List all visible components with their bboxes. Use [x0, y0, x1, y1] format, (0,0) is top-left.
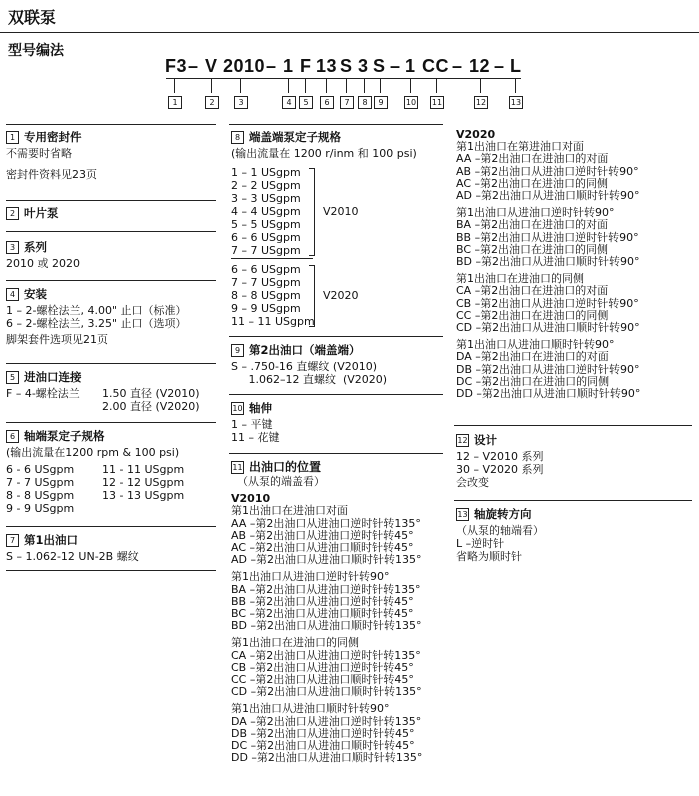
group-head: 第1出油口在进油口对面	[231, 504, 348, 518]
code-number-box: 10	[405, 98, 417, 107]
connector-line	[288, 79, 289, 93]
section-design	[456, 434, 544, 489]
section-outlet1	[6, 534, 139, 563]
connector-line	[364, 79, 365, 93]
connector-line	[436, 79, 437, 93]
list-item: DB –第2出油口从进油口逆时针转90°	[456, 362, 640, 376]
section-divider	[229, 394, 443, 395]
section-title: 第2出油口（端盖端）	[249, 343, 361, 357]
code-number-box: 13	[510, 98, 522, 107]
section-divider	[6, 200, 216, 201]
section-line: 会改变	[456, 476, 489, 489]
section-line: 1.062–12 直螺纹 (V2020)	[231, 373, 388, 386]
section-title: 设计	[474, 433, 497, 447]
list-item: BA –第2出油口从进油口逆时针转135°	[231, 582, 421, 596]
list-item: BC –第2出油口在进油口的同侧	[456, 242, 609, 256]
section-subtitle: (输出流量在1200 rpm & 100 psi)	[6, 446, 180, 459]
section-number: 1	[6, 131, 19, 144]
group-head: 第1出油口从进油口逆时针转90°	[456, 206, 615, 220]
page-title: 双联泵	[8, 8, 57, 27]
list-item: AB –第2出油口从进油口逆时针转45°	[231, 528, 414, 542]
section-number: 10	[232, 404, 243, 413]
section-line: S – 1.062-12 UN-2B 螺纹	[6, 550, 139, 563]
section-divider	[229, 453, 443, 454]
section-line: 6 – 6 USgpm	[231, 263, 301, 276]
section-inlet	[6, 371, 218, 413]
group-head: 第1出油口在进油口的同侧	[231, 636, 359, 650]
list-item: AA –第2出油口从进油口逆时针转135°	[231, 516, 421, 530]
list-item: BD –第2出油口从进油口顺时针转90°	[456, 255, 640, 269]
section-divider	[6, 124, 216, 125]
section-line: 3 – 3 USgpm	[231, 192, 301, 205]
group-divider	[231, 258, 313, 259]
code-number-box: 2	[205, 96, 219, 109]
section-title: 轴旋转方向	[474, 507, 532, 521]
code-part: –	[188, 56, 199, 76]
list-item: CA –第2出油口在进油口的对面	[456, 284, 609, 298]
list-item: DC –第2出油口在进油口的同侧	[456, 374, 610, 388]
section-outlet-position	[231, 461, 451, 764]
list-item: AC –第2出油口从进油口顺时针转45°	[231, 541, 414, 555]
code-number-box: 12	[475, 98, 487, 107]
code-number-box: 9	[374, 96, 388, 109]
section-line: 1 – 2-螺栓法兰, 4.00" 止口（标准）	[6, 304, 187, 317]
section-rotation	[456, 508, 544, 563]
section-line: 2.00 直径 (V2020)	[102, 400, 200, 413]
group-head: 第1出油口在进油口的同侧	[456, 272, 584, 286]
section-divider	[6, 231, 216, 232]
code-part: L	[510, 56, 522, 76]
section-divider	[229, 336, 443, 337]
section-divider	[6, 422, 216, 423]
code-part: V	[205, 56, 218, 76]
section-line: 2010 或 2020	[6, 257, 80, 270]
section-line	[6, 160, 218, 168]
section-title: 叶片泵	[24, 206, 59, 220]
section-line: 9 - 9 USgpm	[6, 502, 75, 515]
section-divider	[6, 363, 216, 364]
section-line: 6 – 6 USgpm	[231, 231, 301, 244]
code-number-box: 3	[234, 96, 248, 109]
section-number: 5	[6, 371, 19, 384]
code-part: –	[266, 56, 277, 76]
section-cover-cartridge	[231, 131, 443, 329]
group-label: V2020	[323, 289, 359, 302]
group-head: 第1出油口从进油口逆时针转90°	[231, 570, 390, 584]
section-number: 6	[6, 430, 19, 443]
connector-line	[515, 79, 516, 93]
list-item: CA –第2出油口从进油口逆时针转135°	[231, 648, 421, 662]
code-part: 3	[358, 56, 369, 76]
section-number: 2	[6, 207, 19, 220]
code-part: 13	[316, 56, 338, 76]
section-number: 4	[6, 288, 19, 301]
section-line: 7 – 7 USgpm	[231, 244, 301, 257]
bracket	[309, 168, 315, 256]
section-line: 13 - 13 USgpm	[102, 489, 185, 502]
title-divider	[0, 32, 699, 33]
section-vane-pump	[6, 207, 59, 220]
section-mounting	[6, 288, 187, 346]
model-code-title: 型号编法	[8, 43, 64, 59]
section-title: 进油口连接	[24, 370, 82, 384]
section-divider	[229, 124, 443, 125]
section-series	[6, 241, 80, 270]
code-part: 1	[405, 56, 416, 76]
code-part: S	[373, 56, 386, 76]
connector-line	[240, 79, 241, 93]
code-part: –	[390, 56, 401, 76]
code-part: F3	[165, 56, 188, 76]
connector-line	[346, 79, 347, 93]
section-line: 12 - 12 USgpm	[102, 476, 185, 489]
section-line: 9 – 9 USgpm	[231, 302, 301, 315]
list-item: BB –第2出油口从进油口逆时针转90°	[456, 230, 639, 244]
group-label: V2010	[323, 205, 359, 218]
section-line: 5 – 5 USgpm	[231, 218, 301, 231]
section-line: 6 - 6 USgpm	[6, 463, 75, 476]
list-item: CB –第2出油口从进油口逆时针转45°	[231, 660, 414, 674]
connector-line	[174, 79, 175, 93]
section-number: 3	[6, 241, 19, 254]
section-title: 系列	[24, 240, 47, 254]
code-number-box: 1	[168, 96, 182, 109]
section-line: 不需要时省略	[6, 147, 72, 160]
section-line: 6 – 2-螺栓法兰, 3.25" 止口（选项）	[6, 317, 187, 330]
section-title: 轴端泵定子规格	[24, 429, 105, 443]
list-item: BA –第2出油口在进油口的对面	[456, 218, 609, 232]
list-item: AA –第2出油口在进油口的对面	[456, 152, 609, 166]
section-number: 11	[232, 463, 243, 472]
section-line: 1 – 平键	[231, 418, 273, 431]
list-item: BB –第2出油口从进油口逆时针转45°	[231, 594, 414, 608]
code-number-box: 8	[358, 96, 372, 109]
list-item: CB –第2出油口从进油口逆时针转90°	[456, 296, 639, 310]
section-title: 专用密封件	[24, 130, 82, 144]
list-item: AB –第2出油口从进油口逆时针转90°	[456, 164, 639, 178]
code-part: S	[340, 56, 353, 76]
list-item: CC –第2出油口在进油口的同侧	[456, 308, 609, 322]
section-divider	[6, 570, 216, 571]
list-item: DC –第2出油口从进油口顺时针转45°	[231, 739, 415, 753]
code-number-box: 4	[282, 96, 296, 109]
section-divider	[6, 526, 216, 527]
list-item: DD –第2出油口从进油口顺时针转90°	[456, 387, 641, 401]
section-line: 7 - 7 USgpm	[6, 476, 75, 489]
section-subtitle: （从泵的端盖看）	[237, 475, 325, 488]
code-part: 1	[283, 56, 294, 76]
list-item: DA –第2出油口在进油口的对面	[456, 350, 609, 364]
group-head: 第1出油口从进油口顺时针转90°	[456, 338, 615, 352]
code-part: CC	[422, 56, 449, 76]
section-title: 安装	[24, 287, 47, 301]
section-v2020-positions	[456, 129, 692, 400]
list-item: CC –第2出油口从进油口顺时针转45°	[231, 673, 414, 687]
bracket	[309, 265, 315, 327]
code-number-box: 6	[320, 96, 334, 109]
section-line: 8 - 8 USgpm	[6, 489, 75, 502]
section-title: 第1出油口	[24, 533, 79, 547]
section-shaft-cartridge	[6, 430, 218, 517]
section-line: 11 - 11 USgpm	[102, 463, 185, 476]
code-underline	[166, 78, 521, 79]
code-part: F	[300, 56, 312, 76]
connector-line	[305, 79, 306, 93]
code-part: 2010	[223, 56, 266, 76]
section-subtitle: (输出流量在 1200 r/inm 和 100 psi)	[231, 147, 417, 160]
section-line: 脚架套件选项见21页	[6, 333, 108, 346]
section-number: 12	[457, 436, 468, 445]
code-part: –	[494, 56, 505, 76]
section-line: S – .750-16 直螺纹 (V2010)	[231, 360, 378, 373]
section-number: 13	[457, 510, 468, 519]
group-head: 第1出油口从进油口顺时针转90°	[231, 702, 390, 716]
code-part: 12	[469, 56, 491, 76]
connector-line	[211, 79, 212, 93]
code-number-box: 5	[299, 96, 313, 109]
list-item: BD –第2出油口从进油口顺时针转135°	[231, 619, 422, 633]
connector-line	[380, 79, 381, 93]
section-divider	[6, 280, 216, 281]
list-item: AD –第2出油口从进油口顺时针转135°	[231, 553, 422, 567]
code-number-box: 7	[340, 96, 354, 109]
section-title: 轴伸	[249, 401, 272, 415]
code-number-box: 11	[431, 98, 443, 107]
section-line: 11 – 11 USgpm	[231, 315, 315, 328]
list-item: AD –第2出油口从进油口顺时针转90°	[456, 189, 640, 203]
list-item: DA –第2出油口从进油口逆时针转135°	[231, 714, 422, 728]
section-line: 省略为顺时针	[456, 550, 522, 563]
section-number: 7	[6, 534, 19, 547]
section-line: 4 – 4 USgpm	[231, 205, 301, 218]
section-seals	[6, 131, 218, 181]
section-divider	[454, 425, 692, 426]
connector-line	[410, 79, 411, 93]
section-line: 12 – V2010 系列	[456, 450, 544, 463]
section-line: 2 – 2 USgpm	[231, 179, 301, 192]
section-outlet2	[231, 344, 387, 386]
list-item: DB –第2出油口从进油口逆时针转45°	[231, 726, 415, 740]
model-code	[0, 56, 699, 80]
section-title: 端盖端泵定子规格	[249, 130, 341, 144]
section-line: F – 4-螺栓法兰	[6, 387, 80, 400]
code-part: –	[452, 56, 463, 76]
series-label: V2010	[231, 492, 271, 506]
connector-line	[480, 79, 481, 93]
list-item: CD –第2出油口从进油口顺时针转90°	[456, 321, 640, 335]
section-title: 出油口的位置	[249, 460, 322, 475]
section-line: 11 – 花键	[231, 431, 280, 444]
section-line: 7 – 7 USgpm	[231, 276, 301, 289]
section-number: 9	[231, 344, 244, 357]
section-line: 密封件资料见23页	[6, 168, 97, 181]
section-line: 1 – 1 USgpm	[231, 166, 301, 179]
section-line: L –逆时针	[456, 537, 505, 550]
connector-line	[326, 79, 327, 93]
list-item: BC –第2出油口从进油口顺时针转45°	[231, 607, 414, 621]
series-label: V2020	[456, 128, 496, 141]
section-number: 8	[231, 131, 244, 144]
section-line: 30 – V2020 系列	[456, 463, 544, 476]
section-shaft	[231, 402, 280, 444]
section-line: （从泵的轴端看）	[456, 524, 544, 537]
section-divider	[454, 500, 692, 501]
list-item: CD –第2出油口从进油口顺时针转135°	[231, 685, 422, 699]
list-item: DD –第2出油口从进油口顺时针转135°	[231, 751, 423, 765]
section-line: 8 – 8 USgpm	[231, 289, 301, 302]
section-line: 1.50 直径 (V2010)	[102, 387, 200, 400]
group-head: 第1出油口在第进油口对面	[456, 140, 584, 154]
list-item: AC –第2出油口在进油口的同侧	[456, 176, 609, 190]
